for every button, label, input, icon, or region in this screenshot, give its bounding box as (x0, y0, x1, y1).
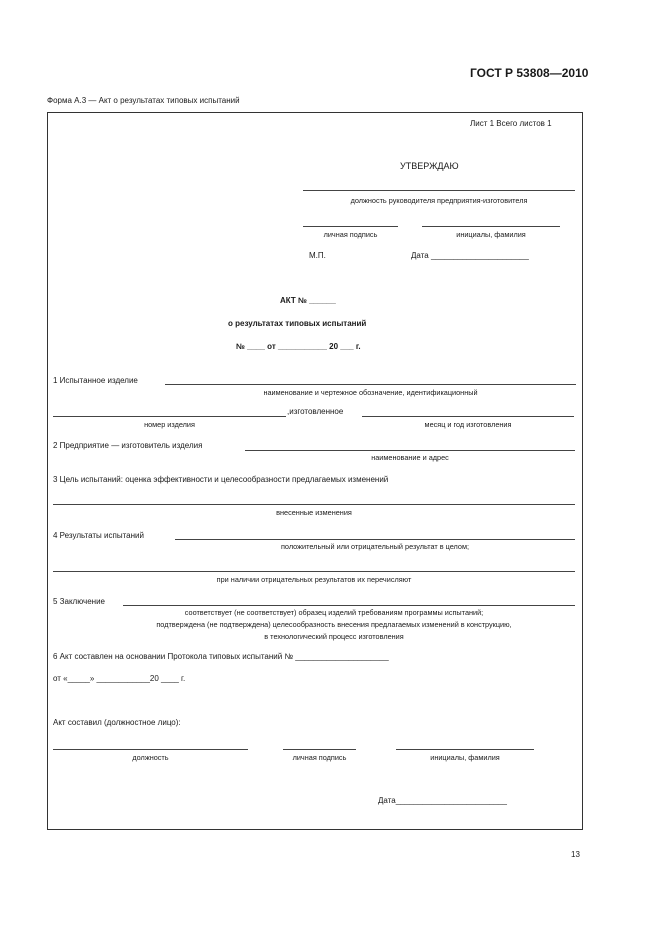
composer-signature-line[interactable] (283, 749, 356, 750)
item1-number-line[interactable] (53, 416, 286, 417)
item4-caption1: положительный или отрицательный результат в целом; (280, 542, 470, 551)
protocol-date[interactable]: от «_____» ____________20 ____ г. (53, 674, 186, 683)
item5-caption3: в технологический процесс изготовления (264, 632, 404, 641)
standard-number: ГОСТ Р 53808—2010 (470, 66, 589, 80)
item4-line2[interactable] (53, 571, 575, 572)
item4-caption2: при наличии отрицательных результатов их перечисляют (216, 575, 412, 584)
page-number: 13 (571, 850, 580, 859)
item2-label: 2 Предприятие — изготовитель изделия (53, 441, 203, 450)
item3-text: 3 Цель испытаний: оценка эффективности и целесообразности предлагаемых изменений (53, 475, 389, 484)
act-subtitle: о результатах типовых испытаний (228, 319, 367, 328)
item6-text: 6 Акт составлен на основании Протокола типовых испытаний № _____________________ (53, 652, 389, 661)
item3-line[interactable] (53, 504, 575, 505)
composer-position-line[interactable] (53, 749, 248, 750)
composer-date[interactable]: Дата_________________________ (378, 796, 507, 805)
item1-number-caption: номер изделия (144, 420, 195, 429)
signature-line[interactable] (303, 226, 398, 227)
item1-month-line[interactable] (362, 416, 574, 417)
item2-line[interactable] (245, 450, 575, 451)
item5-line[interactable] (123, 605, 575, 606)
item1-label: 1 Испытанное изделие (53, 376, 138, 385)
initials-caption: инициалы, фамилия (456, 230, 526, 239)
composer-initials-line[interactable] (396, 749, 534, 750)
stamp-label: М.П. (309, 251, 326, 260)
item1-name-line[interactable] (165, 384, 576, 385)
item2-caption: наименование и адрес (371, 453, 449, 462)
item1-made-label: ,изготовленное (287, 407, 344, 416)
item5-label: 5 Заключение (53, 597, 105, 606)
act-number-line: № ____ от ___________ 20 ___ г. (236, 342, 361, 351)
signature-caption: личная подпись (323, 230, 378, 239)
form-caption: Форма А.3 — Акт о результатах типовых испытаний (47, 96, 240, 105)
item5-caption2: подтверждена (не подтверждена) целесообразность внесения предлагаемых изменений в конструкцию, (156, 620, 512, 629)
item5-caption1: соответствует (не соответствует) образец изделий требованиям программы испытаний; (184, 608, 484, 617)
composer-signature-caption: личная подпись (292, 753, 347, 762)
item1-month-caption: месяц и год изготовления (424, 420, 512, 429)
position-line[interactable] (303, 190, 575, 191)
item4-line1[interactable] (175, 539, 575, 540)
composer-initials-caption: инициалы, фамилия (430, 753, 500, 762)
initials-line[interactable] (422, 226, 560, 227)
act-title: АКТ № ______ (280, 296, 336, 305)
item3-caption: внесенные изменения (276, 508, 352, 517)
composer-label: Акт составил (должностное лицо): (53, 718, 181, 727)
sheet-info: Лист 1 Всего листов 1 (470, 119, 552, 128)
approve-date[interactable]: Дата ______________________ (411, 251, 529, 260)
item1-caption: наименование и чертежное обозначение, идентификационный (263, 388, 478, 397)
composer-position-caption: должность (132, 753, 169, 762)
item4-label: 4 Результаты испытаний (53, 531, 144, 540)
approve-title: УТВЕРЖДАЮ (400, 161, 459, 171)
position-caption: должность руководителя предприятия-изготовителя (350, 196, 528, 205)
